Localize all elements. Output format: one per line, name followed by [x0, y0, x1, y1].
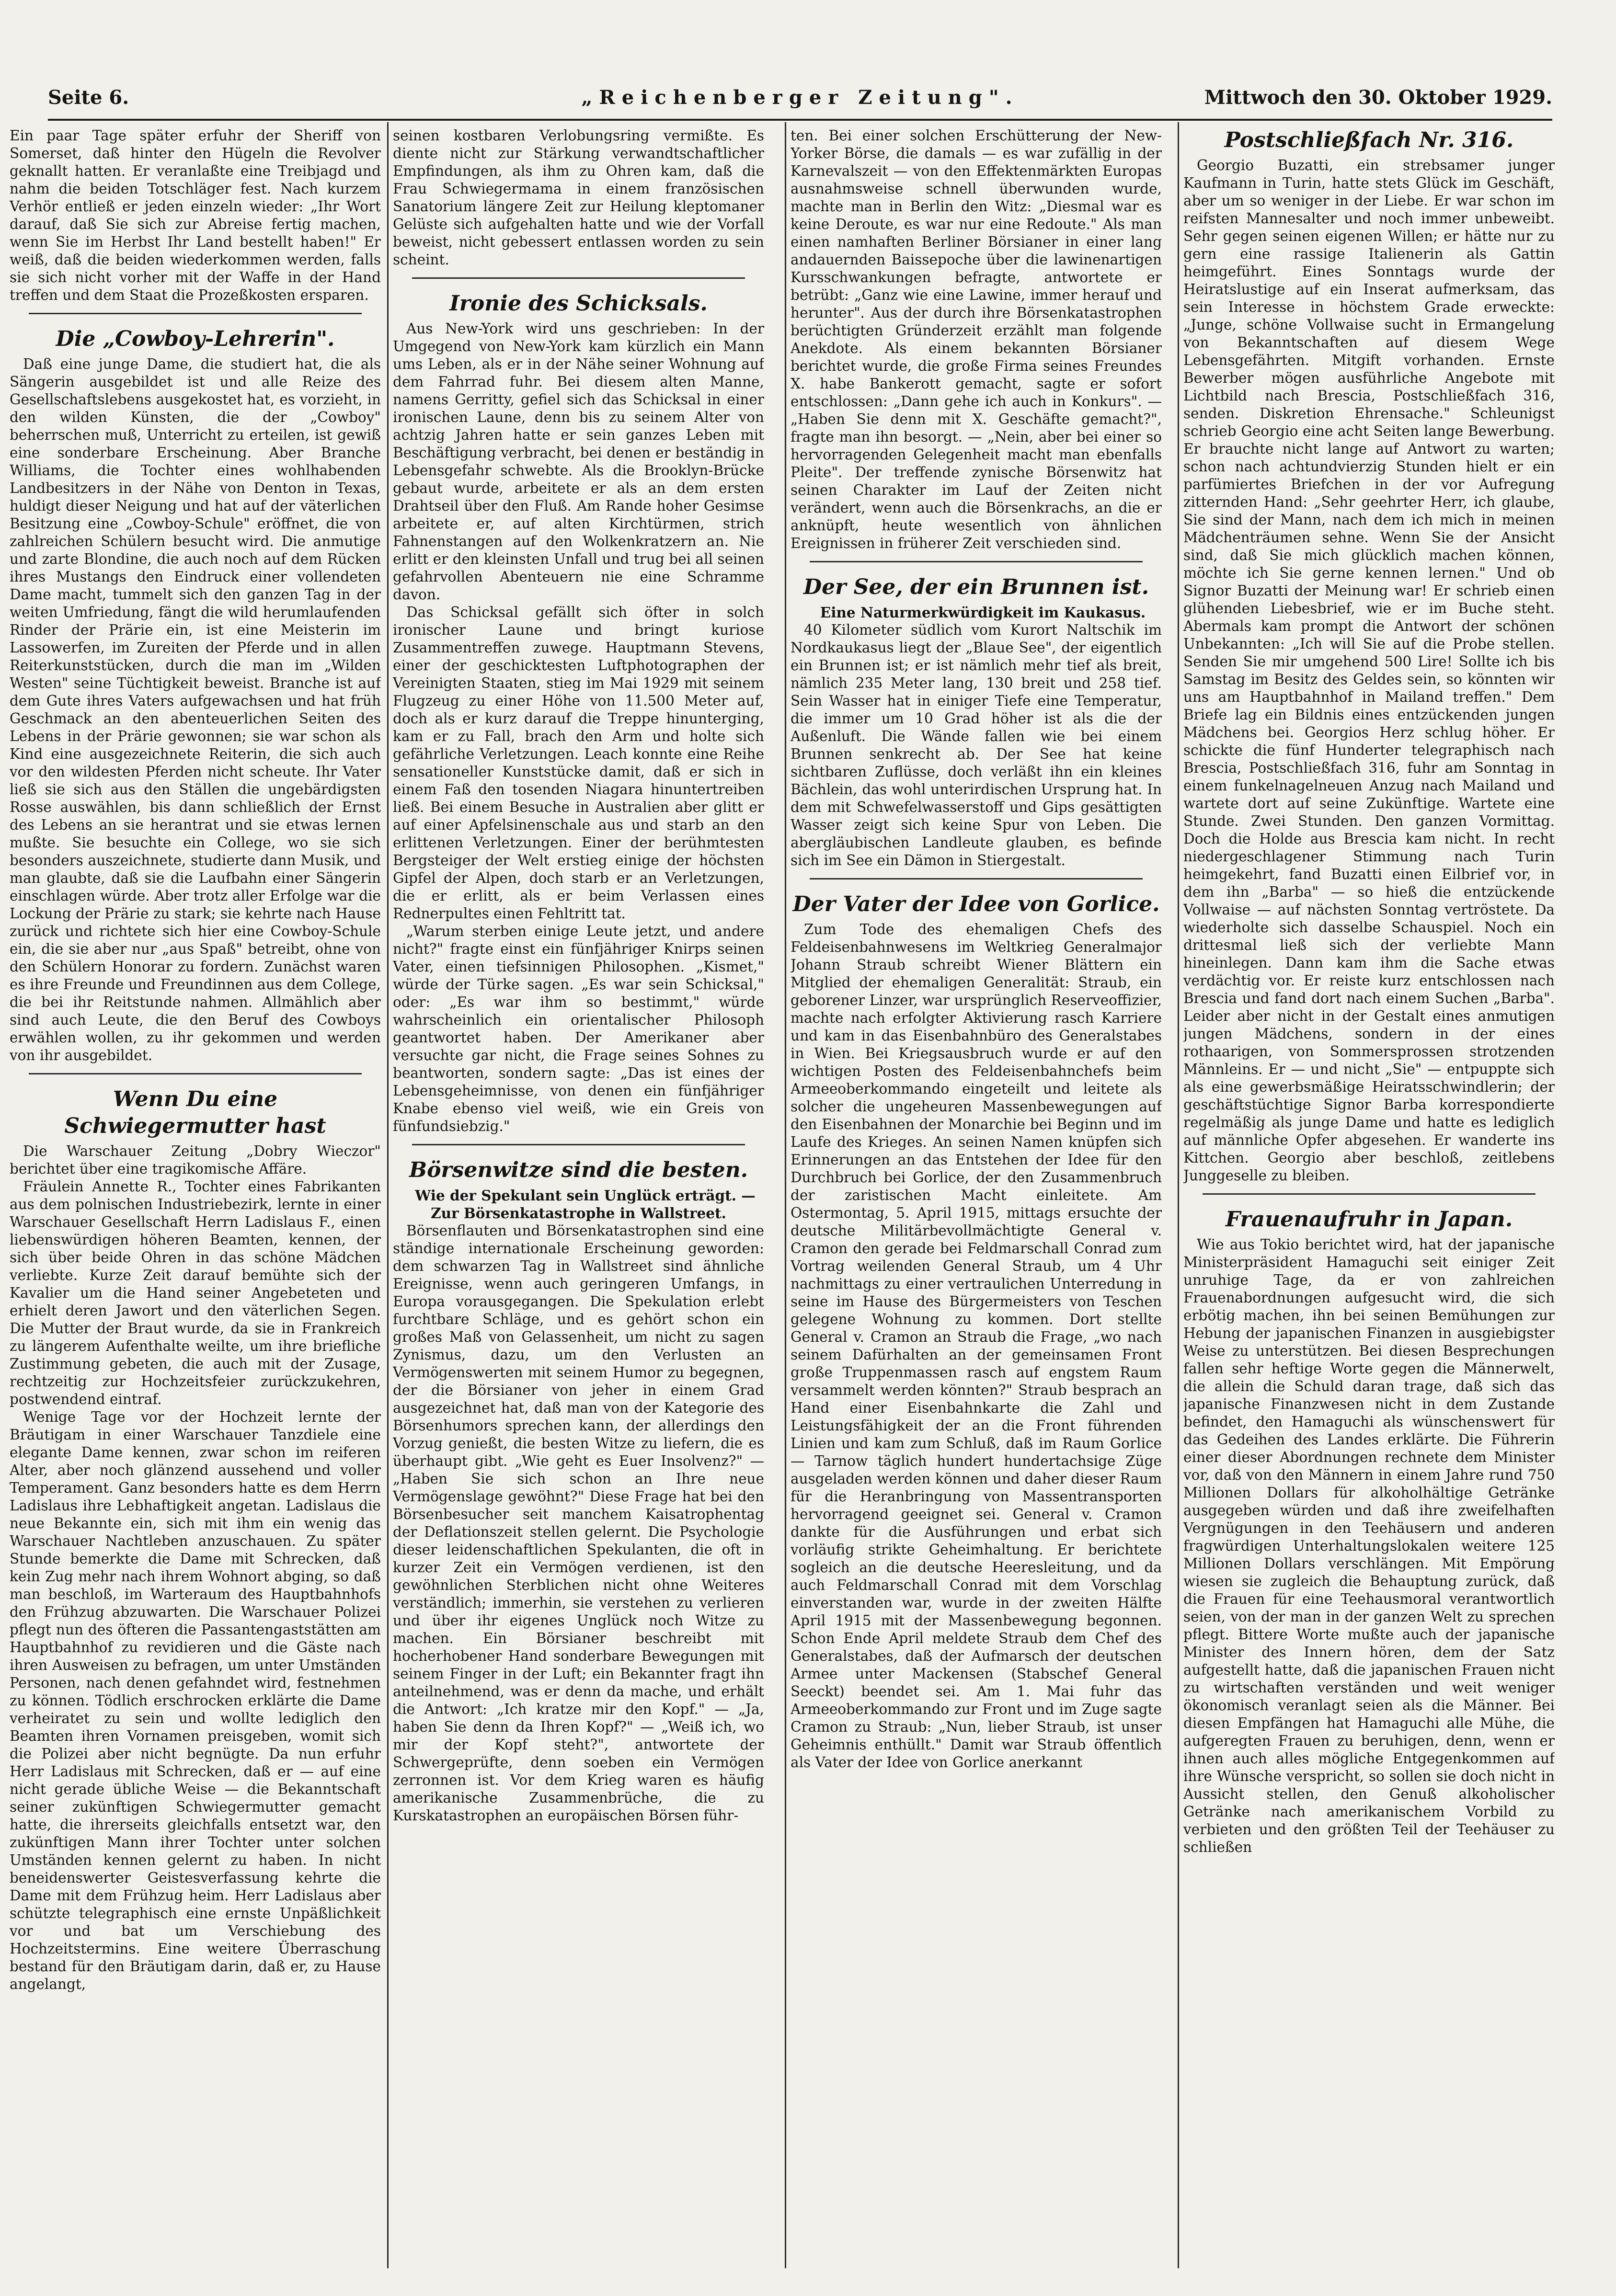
article-title-schwiegermutter: Wenn Du eine Schwiegermutter hast — [64, 1087, 326, 1138]
masthead: „Reichenberger Zeitung". — [581, 86, 1019, 109]
column-4 — [1183, 127, 1555, 2268]
article-paragraph: Daß eine junge Dame, die studiert hat, die als Sängerin ausgebildet ist und alle Reize des Gesellschaftslebens ausgekostet hat, es vorzieht, in den wilden Künsten, die der „Cowboy" beherrschen muß, Unterricht zu erteilen, ist gewiß eine sonderbare Erscheinung. Aber Branche Williams, die Tochter eines wohlhabenden Landbesitzers in der Nähe von Denton in Texas, huldigt dieser Neigung und hat auf der väterlichen Besitzung eine „Cowboy-Schule" eröffnet, die von zahlreichen Schülern besucht wird. Die anmutige und zarte Blondine, die auch noch auf dem Rücken ihres Mustangs den Eindruck einer vollendeten Dame macht, tummelt sich den ganzen Tag in der weiten Umfriedung, fängt die wild herumlaufenden Rinder der Prärie ein, ist eine Meisterin im Lassowerfen, im Zureiten der Pferde und in allen Reiterkunststücken, durch die man im „Wilden Westen" seine Tüchtigkeit beweist. Branche ist auf dem Gute ihres Vaters aufgewachsen und hat früh Geschmack an den abenteuerlichen Seiten des Lebens in der Prärie gewonnen; sie war schon als Kind eine ausgezeichnete Reiterin, die sich auch vor den wildesten Pferden nicht scheute. Ihr Vater ließ sie sich aus den Ställen die ungebärdigsten Rosse auswählen, bis dann schließlich der Ernst des Lebens an sie herantrat und sie etwas lernen mußte. Sie besuchte ein College, wo sie sich besonders auszeichnete, studierte dann Musik, und man glaubte, daß sie die Laufbahn einer Sängerin einschlagen würde. Aber trotz aller Erfolge war die Lockung der Prärie zu stark; sie kehrte nach Hause zurück und richtete sich hier eine Cowboy-Schule ein, die sie aber nur „aus Spaß" betreibt, ohne von den Schülern Honorar zu fordern. Zunächst waren es ihre Freunde und Freundinnen aus dem College, die bei ihr Reitstunde nahmen. Allmählich aber sind auch Leute, die den Beruf des Cowboys erwählen wollen, zu ihr gekommen und werden von ihr ausgebildet. — [10, 356, 381, 1063]
article-paragraph: Zum Tode des ehemaligen Chefs des Feldeisenbahnwesens im Weltkrieg Generalmajor Johann Straub schreibt Wiener Blättern ein Mitglied der ehemaligen Generalität: Straub, ein geborener Linzer, war ursprünglich Reserveoffizier, machte nach erfolgter Aktivierung rasch Karriere und kam in das Eisenbahnbüro des Generalstabes in Wien. Bei Kriegsausbruch wurde er auf den wichtigen Posten des Feldeisenbahnchefs beim Armeeoberkommando eingeteilt und leitete als solcher die ungeheuren Massenbewegungen auf den Eisenbahnen der Monarchie bei Beginn und im Laufe des Krieges. An seinen Namen knüpfen sich Erinnerungen an das Entstehen der Idee für den Durchbruch bei Gorlice, der den Zusammenbruch der zaristischen Macht einleitete. Am Ostermontag, 5. April 1915, mittags ersuchte der deutsche Militärbevollmächtigte General v. Cramon den gerade bei Feldmarschall Conrad zum Vortrag weilenden General Straub, um 4 Uhr nachmittags zu einer vertraulichen Unterredung in seine im Hause des Bürgermeisters von Teschen gelegene Wohnung zu kommen. Dort stellte General v. Cramon an Straub die Frage, „wo nach seinem Dafürhalten an der gemeinsamen Front große Truppenmassen rasch auf engstem Raum versammelt werden könnten?" Straub besprach an Hand einer Eisenbahnkarte die Zahl und Leistungsfähigkeit der an die Front führenden Linien und kam zum Schluß, daß im Raum Gorlice — Tarnow täglich hundert hundertachsige Züge ausgeladen werden können und daher dieser Raum für die Heranbringung von Massentransporten hervorragend geeignet sei. General v. Cramon dankte für die Ausführungen und erbat sich vorläufig strikte Geheimhaltung. Er berichtete sogleich an die deutsche Heeresleitung, und da auch Feldmarschall Conrad mit dem Vorschlag einverstanden war, wurde in der zweiten Hälfte April 1915 mit der Massenbewegung begonnen. Schon Ende April meldete Straub dem Chef des Generalstabes, daß der Aufmarsch der deutschen Armee unter Mackensen (Stabschef General Seeckt) beendet sei. Am 1. Mai fuhr das Armeeoberkommando zur Front und im Zuge sagte Cramon zu Straub: „Nun, lieber Straub, ist unser Geheimnis enthüllt." Damit war Straub öffentlich als Vater der Idee von Gorlice anerkannt — [791, 921, 1162, 1771]
column-2 — [393, 127, 764, 2268]
article-paragraph: Wenige Tage vor der Hochzeit lernte der Bräutigam in einer Warschauer Tanzdiele eine elegante Dame kennen, zwar schon im reiferen Alter, aber noch glänzend aussehend und voller Temperament. Ganz besonders hatte es dem Herrn Ladislaus ihre Lebhaftigkeit angetan. Ladislaus die neue Bekannte ein, sich mit ihm ein wenig das Warschauer Nachtleben anzuschauen. Zu später Stunde bemerkte die Dame mit Schrecken, daß kein Zug mehr nach ihrem Wohnort abging, so daß man beschloß, im Warteraum des Hauptbahnhofs den Frühzug abzuwarten. Die Warschauer Polizei pflegt nun des öfteren die Passantengaststätten am Hauptbahnhof zu revidieren und die Gäste nach ihren Ausweisen zu befragen, um unter Umständen Personen, nach denen gefahndet wird, festnehmen zu können. Tödlich erschrocken erklärte die Dame verheiratet zu sein und wollte lediglich den Beamten ihren Vornamen preisgeben, womit sich die Polizei aber nicht begnügte. Da nun erfuhr Herr Ladislaus mit Schrecken, daß er — auf eine nicht gerade übliche Weise — die Bekanntschaft seiner zukünftigen Schwiegermutter gemacht hatte, die ihrerseits gleichfalls entsetzt war, den zukünftigen Mann ihrer Tochter unter solchen Umständen kennen gelernt zu haben. In nicht beneidenswerter Geistesverfassung kehrte die Dame mit dem Frühzug heim. Herr Ladislaus aber schützte telegraphisch eine ernste Unpäßlichkeit vor und bat um Verschiebung des Hochzeitstermins. Eine weitere Überraschung bestand für den Bräutigam darin, daß er, zu Hause angelangt, — [10, 1409, 381, 1992]
article-separator — [29, 1073, 362, 1074]
article-separator — [810, 878, 1143, 880]
column-3 — [791, 127, 1162, 2268]
article-paragraph: Die Warschauer Zeitung „Dobry Wieczor" berichtet über eine tragikomische Affäre. — [10, 1143, 381, 1177]
issue-date: Mittwoch den 30. Oktober 1929. — [1204, 86, 1552, 109]
page-header — [48, 81, 1552, 120]
article-continuation: seinen kostbaren Verlobungsring vermißte. Es diente nicht zur Stärkung verwandtschaftlicher Empfindungen, als ihm zu Ohren kam, daß die Frau Schwiegermama in einem französischen Sanatorium längere Zeit zur Heilung kleptomaner Gelüste sich aufgehalten hatte und wie der Vorfall beweist, nicht gebessert entlassen worden zu sein scheint. — [393, 127, 764, 268]
article-paragraph: Das Schicksal gefällt sich öfter in solch ironischer Laune und bringt kuriose Zusammentreffen zuwege. Hauptmann Stevens, einer der geschicktesten Luftphotographen der Vereinigten Staaten, stieg im Mai 1929 mit seinem Flugzeug zu einer Höhe von 11.500 Meter auf, doch als er kurz darauf die Treppe hinunterging, kam er zu Fall, brach den Arm und holte sich gefährliche Verletzungen. Leach konnte eine Reihe sensationeller Kunststücke damit, daß er sich in einem Faß den tosenden Niagara hinuntertreiben ließ. Bei einem Besuche in Australien aber glitt er auf einer Apfelsinenschale aus und starb an den erlittenen Verletzungen. Einer der berühmtesten Bergsteiger der Welt erstieg einige der höchsten Gipfel der Alpen, doch starb er an Verletzungen, die er erlitt, als er beim Verlassen eines Rednerpultes einen Fehltritt tat. — [393, 604, 764, 922]
article-continuation: ten. Bei einer solchen Erschütterung der New-Yorker Börse, die damals — es war zufällig in der Karnevalszeit — von den Effektenmärkten Europas ausnahmsweise schnell überwunden wurde, machte man in Berlin den Witz: „Diesmal war es keine Deroute, es war nur eine Redoute." Als man einen namhaften Berliner Börsianer in einer lang andauernden Baissepoche über die lawinenartigen Kursschwankungen befragte, antwortete er betrübt: „Ganz wie eine Lawine, immer herauf und herunter". Aus der durch ihre Börsenkatastrophen berüchtigten Gründerzeit erzählt man folgende Anekdote. Als einem bekannten Börsianer berichtet wurde, die große Firma seines Freundes X. habe Bankerott gemacht, sagte er sofort entschlossen: „Dann gehe ich auch in Konkurs". — „Haben Sie denn mit X. Geschäfte gemacht?", fragte man ihn besorgt. — „Nein, aber bei einer so hervorragenden Gelegenheit macht man ebenfalls Pleite". Der treffende zynische Börsenwitz hat seinen Charakter im Lauf der Zeiten nicht verändert, wenn auch die Börsenkrachs, an die er anknüpft, heute wesentlich von ähnlichen Ereignissen in früherer Zeit verschieden sind. — [791, 127, 1162, 551]
page-number: Seite 6. — [48, 86, 129, 109]
article-subtitle: Wie der Spekulant sein Unglück erträgt. — Zur Börsenkatastrophe in Wallstreet. — [415, 1187, 756, 1222]
article-separator — [412, 277, 745, 279]
article-separator — [29, 313, 362, 314]
column-divider — [1178, 122, 1179, 2268]
article-separator — [810, 561, 1143, 562]
article-title-postschliessfach: Postschließfach Nr. 316. — [1224, 128, 1514, 152]
article-paragraph: „Warum sterben einige Leute jetzt, und andere nicht?" fragte einst ein fünfjähriger Knirps seinen Vater, einen tiefsinnigen Philosophen. „Kismet," würde der Türke sagen. „Es war sein Schicksal," oder: „Es war ihm so bestimmt," würde wahrscheinlich ein orientalischer Philosoph geantwortet haben. Der Amerikaner aber versuchte gar nicht, die Frage seines Sohnes zu beantworten, sondern sagte: „Das ist eines der Lebensgeheimnisse, von denen ein fünfjähriger Knabe ebenso viel weiß, wie ein Greis von fünfundsiebzig." — [393, 923, 764, 1134]
column-divider — [785, 122, 786, 2268]
article-paragraph: Fräulein Annette R., Tochter eines Fabrikanten aus dem polnischen Industriebezirk, lernte in einer Warschauer Gesellschaft Herrn Ladislaus F., einen liebenswürdigen höheren Beamten, kennen, der sich über beide Ohren in das schöne Mädchen verliebte. Kurze Zeit darauf bemühte sich der Kavalier um die Hand seiner Angebeteten und erhielt deren Jawort und den väterlichen Segen. Die Mutter der Braut wurde, da sie in Frankreich zu längerem Aufenthalte weilte, um ihre briefliche Zustimmung gebeten, die auch mit der Zusage, rechtzeitig zur Hochzeitsfeier zurückzukehren, postwendend eintraf. — [10, 1178, 381, 1407]
article-title-gorlice: Der Vater der Idee von Gorlice. — [792, 892, 1160, 916]
article-separator — [1203, 1193, 1536, 1195]
article-continuation: Ein paar Tage später erfuhr der Sheriff von Somerset, daß hinter den Hügeln die Revolver geknallt hatten. Er veranlaßte eine Treibjagd und nahm die beiden Totschläger fest. Nach kurzem Verhör entließ er jeden einzeln wieder: „Ihr Wort darauf, daß Sie sich zur Abreise fertig machen, wenn Sie im Herbst Ihr Land bestellt haben!" Er weiß, daß die beiden wiederkommen werden, falls sie sich nicht vorher mit der Waffe in der Hand treffen und dem Staat die Prozeßkosten ersparen. — [10, 127, 381, 303]
header-rule — [48, 119, 1552, 121]
article-title-ironie: Ironie des Schicksals. — [449, 291, 708, 316]
article-paragraph: Wie aus Tokio berichtet wird, hat der japanische Ministerpräsident Hamaguchi seit einiger Zeit unruhige Tage, da er von zahlreichen Frauenabordnungen aufgesucht wird, die sich erbötig machen, ihn bei seinen Bemühungen zur Hebung der japanischen Finanzen in ausgiebigster Weise zu unterstützen. Bei diesen Besprechungen fallen sehr heftige Worte gegen die Männerwelt, die allein die Schuld daran trage, daß sich das japanische Finanzwesen nicht in dem Zustande befindet, den Hamaguchi als wünschenswert für das Gedeihen des Landes erklärte. Die Führerin einer dieser Abordnungen rechnete dem Minister vor, daß von den Männern in einem Jahre rund 750 Millionen Dollars für alkoholhältige Getränke ausgegeben würden und daß ihre zweifelhaften Vergnügungen in den Teehäusern und anderen fragwürdigen Unterhaltungslokalen weitere 125 Millionen Dollars verschlängen. Mit Empörung wiesen sie zugleich die Behauptung zurück, daß die Frauen für eine Teehausmoral verantwortlich seien, von der man in der ganzen Welt zu sprechen pflegt. Bittere Worte mußte auch der japanische Minister des Innern hören, dem der Satz aufgestellt hatte, daß die japanischen Frauen nicht zu wirtschaften verständen und weit weniger ökonomisch veranlagt seien als die Männer. Bei diesen Empfängen hat Hamaguchi alle Mühe, die aufgeregten Frauen zu beruhigen, denn, wenn er ihnen auch alles mögliche Entgegenkommen auf ihre Wünsche verspricht, so sollen sie doch nicht in Aussicht stellen, den Genuß alkoholischer Getränke nach amerikanischem Vorbild zu verbieten und den größten Teil der Teehäuser zu schließen — [1183, 1236, 1555, 1855]
article-paragraph: Georgio Buzatti, ein strebsamer junger Kaufmann in Turin, hatte stets Glück im Geschäft, aber um so weniger in der Liebe. Er war schon im reifsten Mannesalter und noch immer unbeweibt. Sehr gegen seinen eigenen Willen; er hätte nur zu gern eine rassige Italienerin als Gattin heimgeführt. Eines Sonntags wurde der Heiratslustige auf ein Inserat aufmerksam, das sein Interesse in höchstem Grade erweckte: „Junge, schöne Vollwaise sucht in Ermangelung von Bekanntschaften auf diesem Wege Lebensgefährten. Mitgift vorhanden. Ernste Bewerber mögen ausführliche Angebote mit Lichtbild nach Brescia, Postschließfach 316, senden. Diskretion Ehrensache." Schleunigst schrieb Georgio eine acht Seiten lange Bewerbung. Er brauchte nicht lange auf Antwort zu warten; schon nach achtundvierzig Stunden hielt er ein parfümiertes Briefchen in der vor Aufregung zitternden Hand: „Sehr geehrter Herr, ich glaube, Sie sind der Mann, nach dem ich mich in meinen Mädchenträumen sehne. Wenn Sie der Ansicht sind, daß Sie mich glücklich machen können, möchte ich Sie gerne kennen lernen." Und ob Signor Buzatti der Meinung war! Er schrieb einen glühenden Liebesbrief, wie er im Buche steht. Abermals kam prompt die Antwort der schönen Unbekannten: „Ich will Sie auf die Probe stellen. Senden Sie mir umgehend 500 Lire! Sollte ich bis Samstag im Besitz des Geldes sein, so könnten wir uns am Hauptbahnhof in Mailand treffen." Dem Briefe lag ein Bildnis eines entzückenden jungen Mädchens bei. Georgios Herz schlug höher. Er schickte die fünf Hunderter telegraphisch nach Brescia, Postschließfach 316, fuhr am Sonntag in einem funkelnagelneuen Anzug nach Mailand und wartete dort auf seine Zukünftige. Wartete eine Stunde. Zwei Stunden. Den ganzen Vormittag. Doch die Holde aus Brescia kam nicht. In recht niedergeschlagener Stimmung nach Turin heimgekehrt, fand Buzatti einen Eilbrief vor, in dem ihn „Barba" — so hieß die entzückende Vollwaise — auf nächsten Sonntag vertröstete. Da wiederholte sich dasselbe Schauspiel. Noch ein drittesmal ließ sich der verliebte Mann hineinlegen. Dann kam ihm die Sache etwas verdächtig vor. Er reiste kurz entschlossen nach Brescia und fand dort nach einem Suchen „Barba". Leider aber nicht in der Gestalt eines anmutigen jungen Mädchens, sondern in der eines rothaarigen, von Sommersprossen strotzenden Männleins. Er — und nicht „Sie" — entpuppte sich als eine gewerbsmäßige Heiratsschwindlerin; der geschäftstüchtige Signor Barba korrespondierte regelmäßig als junge Dame und hatte es lediglich auf männliche Opfer abgesehen. Er wanderte ins Kittchen. Georgio aber beschloß, zeitlebens Junggeselle zu bleiben. — [1183, 157, 1555, 1184]
article-paragraph: 40 Kilometer südlich vom Kurort Naltschik im Nordkaukasus liegt der „Blaue See", der eigentlich ein Brunnen ist; er ist nämlich mehr tief als breit, nämlich 235 Meter lang, 130 breit und 258 tief. Sein Wasser hat in einiger Tiefe eine Temperatur, die immer um 10 Grad höher ist als die der Außenluft. Die Wände fallen wie bei einem Brunnen senkrecht ab. Der See hat keine sichtbaren Zuflüsse, doch verläßt ihn ein kleines Bächlein, das wohl unterirdischen Ursprung hat. In dem mit Schwefelwasserstoff und Gips gesättigten Wasser zeigt sich keine Spur von Leben. Die abergläubischen Landleute glauben, es befinde sich im See ein Dämon in Stiergestalt. — [791, 622, 1162, 868]
column-divider — [387, 122, 389, 2268]
column-1 — [10, 127, 381, 2268]
article-paragraph: Börsenflauten und Börsenkatastrophen sind eine ständige internationale Erscheinung geworden: dem schwarzen Tag in Wallstreet sind ähnliche Ereignisse, wenn auch geringeren Umfangs, in Europa vorausgegangen. Die Spekulation erlebt furchtbare Schläge, und es gehört schon ein großes Maß von Gelassenheit, um nicht zu sagen Zynismus, dazu, um den Verlusten an Vermögenswerten mit seinem Humor zu begegnen, der die Börsianer von jeher in einem Grad ausgezeichnet hat, daß man von der Kategorie des Börsenhumors sprechen kann, der allerdings den Vorzug genießt, die besten Witze zu liefern, die es überhaupt gibt. „Wie geht es Euer Insolvenz?" — „Haben Sie sich schon an Ihre neue Vermögenslage gewöhnt?" Diese Frage hat bei den Börsenbesucher seit manchem Kaisatrophentag der Deflationszeit stellen gelernt. Die Psychologie dieser leidenschaftlichen Spekulanten, die oft in kurzer Zeit ein Vermögen verdienen, ist den gewöhnlichen Sterblichen nicht ohne Weiteres verständlich; immerhin, sie verstehen zu verlieren und über ihr eigenes Unglück noch Witze zu machen. Ein Börsianer beschreibt mit hocherhobener Hand sonderbare Bewegungen mit seinem Finger in der Luft; ein Bekannter fragt ihn anteilnehmend, was er denn da mache, und erhält die Antwort: „Ich kratze mir den Kopf." — „Ja, haben Sie denn da Ihren Kopf?" — „Weiß ich, wo mir der Kopf steht?", antwortete der Schwergeprüfte, denn soeben ein Vermögen zerronnen ist. Vor dem Krieg waren es häufig amerikanische Zusammenbrüche, die zu Kurskatastrophen an europäischen Börsen führ- — [393, 1222, 764, 1824]
article-separator — [412, 1144, 745, 1145]
article-subtitle: Eine Naturmerkwürdigkeit im Kaukasus. — [820, 604, 1146, 621]
article-title-boerse: Börsenwitze sind die besten. — [409, 1158, 748, 1182]
article-paragraph: Aus New-York wird uns geschrieben: In der Umgegend von New-York kam kürzlich ein Mann ums Leben, als er in der Nähe seiner Wohnung auf dem Fahrrad fuhr. Bei diesem alten Manne, namens Gerritty, gefiel sich das Schicksal in einer ironischen Laune, denn bis zu seinem Alter von achtzig Jahren hatte er sein ganzes Leben mit Beschäftigung verbracht, bei denen er beständig in Lebensgefahr schwebte. Als die Brooklyn-Brücke gebaut wurde, arbeitete er als an dem ersten Drahtseil über den Fluß. Am Rande hoher Gesimse arbeitete er, auf alten Kirchtürmen, strich Fahnenstangen auf den Wolkenkratzern an. Nie erlitt er den kleinsten Unfall und trug bei all seinen gefahrvollen Abenteuern nie eine Schramme davon. — [393, 320, 764, 603]
article-title-cowboy: Die „Cowboy-Lehrerin". — [56, 327, 335, 351]
article-title-see: Der See, der ein Brunnen ist. — [803, 575, 1149, 599]
article-title-japan: Frauenaufruhr in Japan. — [1225, 1207, 1513, 1232]
